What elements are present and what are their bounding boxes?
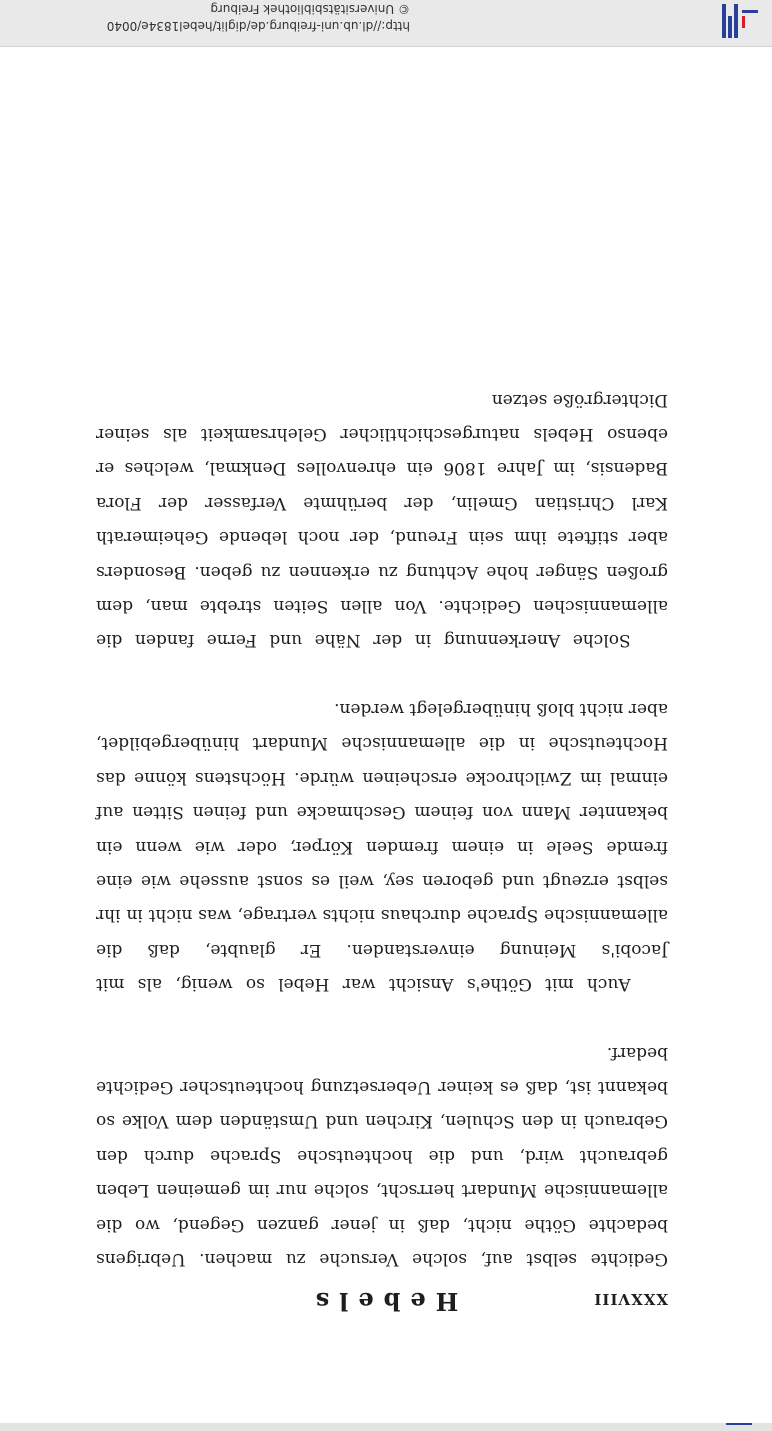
footer-logo-mark [726,1423,752,1425]
source-url[interactable]: http://dl.ub.uni-freiburg.de/diglit/hebel1834e/0040 [106,19,410,33]
paragraph-1: Gedichte selbst auf, solche Versuche zu machen. Uebrigens bedachte Göthe nicht, daß in jener ganzen Gegend, wo die allemannische Mundart herrscht, solche nur im gemeinen Leben gebraucht wird, und die hochteutsche Sprache durch den Gebrauch in den Schulen, Kirchen und Umständen dem Volke so bekannt ist, daß es keiner Uebersetzung hochteutscher Gedichte bedarf. [96,1042,668,1269]
viewer-footer [0,1423,772,1431]
page-number: XXXVIII [593,1290,668,1308]
running-title: Hebels [305,1287,459,1316]
header-text [10,0,410,34]
paragraph-2: Auch mit Göthe's Ansicht war Hebel so wenig, als mit Jacobi's Meinung einverstanden. Er glaubte, daß die allemannische Sprache durchaus nichts vertrage, was nicht in ihr selbst erzeugt und geboren sey, weil es sonst aussehe wie eine fremde Seele in einem fremden Körper, oder wie wenn ein bekannter Mann von feinem Geschmacke und feinen Sitten auf einmal im Zwilchrocke erscheinen würde. Höchstens könne das Hochteutsche in die allemannische Mundart hinübergebildet, aber nicht bloß hinübergelegt werden. [96,698,668,995]
running-head [96,1276,668,1316]
library-logo-icon [718,2,762,40]
copyright-notice: © Universitätsbibliothek Freiburg [210,2,410,16]
viewer-header [0,0,772,47]
book-page [96,196,668,1316]
paragraph-3: Solche Anerkennung in der Nähe und Ferne fanden die allemannischen Gedichte. Von allen Seiten strebte man, dem großen Sänger hohe Achtung zu erkennen zu geben. Besonders aber stiftete ihm sein Freund, der noch lebende Geheimerath Karl Christian Gmelin, der berühmte Verfasser der Flora Badensis, im Jahre 1806 ein ehrenvolles Denkmal, welches er ebenso Hebels naturgeschichtlicher Gelehrsamkeit als seiner Dichtergröße setzen [96,389,668,651]
